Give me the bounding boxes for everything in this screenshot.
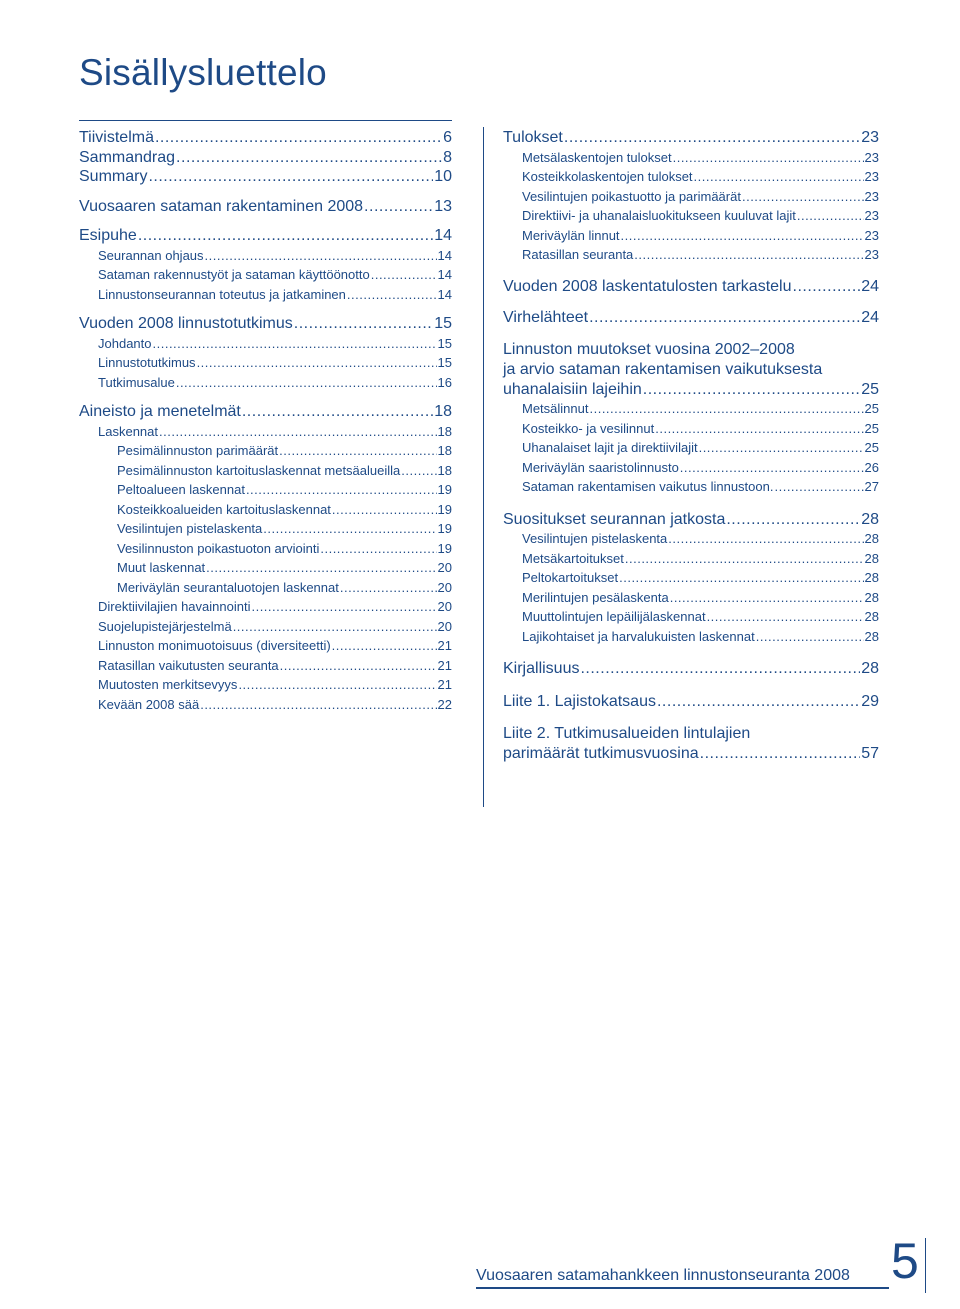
toc-entry-title: Meriväylän linnut	[522, 227, 620, 243]
toc-entry-title: Summary	[79, 168, 148, 185]
dot-leader	[242, 402, 433, 422]
toc-entry-title: Muutosten merkitsevyys	[98, 677, 238, 692]
toc-page-number: 25	[861, 380, 879, 398]
toc-entry-vuoden-2008-laskentatulosten-tarkastelu[interactable]	[503, 277, 879, 297]
toc-entry-title: Kevään 2008 sää	[98, 696, 200, 712]
toc-page-number: 28	[864, 570, 879, 585]
toc-page-number: 23	[864, 247, 879, 262]
toc-entry-liite-1-lajistokatsaus[interactable]	[503, 692, 879, 712]
toc-page-number: 15	[437, 335, 452, 351]
toc-entry-title: Merilintujen pesälaskenta	[522, 589, 669, 605]
dot-leader	[332, 636, 437, 656]
toc-entry-title: uhanalaisiin lajeihin	[503, 380, 642, 398]
toc-page-number: 19	[437, 540, 452, 556]
dot-leader	[246, 480, 437, 500]
dot-leader	[371, 265, 437, 285]
toc-page-number: 28	[864, 628, 879, 644]
toc-entry-title: Sataman rakennustyöt ja sataman käyttöönotto	[98, 267, 370, 282]
toc-entry-pesimalinnuston-kartoituslaskennat-metsa[interactable]	[79, 461, 452, 481]
toc-entry-suositukset-seurannan-jatkosta[interactable]	[503, 510, 879, 530]
toc-entry-johdanto[interactable]	[79, 334, 452, 354]
page-footer	[473, 1233, 923, 1290]
toc-right-column	[503, 128, 879, 764]
toc-entry-title: Peltoalueen laskennat	[117, 482, 245, 497]
toc-entry-title: Meriväylän seurantaluotojen laskennat	[117, 579, 339, 595]
dot-leader	[155, 128, 442, 148]
toc-entry-muut-laskennat[interactable]	[79, 558, 452, 578]
dot-leader	[793, 277, 861, 297]
toc-page-number: 19	[437, 501, 452, 517]
toc-page-number: 15	[434, 315, 452, 332]
toc-entry-title: Pesimälinnuston parimäärät	[117, 443, 279, 458]
toc-entry-title: Linnuston monimuotoisuus (diversiteetti)	[98, 638, 331, 653]
dot-leader	[332, 500, 437, 520]
toc-entry-merilintujen-pesalaskenta[interactable]	[503, 588, 879, 608]
page-number: 5	[891, 1233, 919, 1289]
toc-entry-peltoalueen-laskennat[interactable]	[79, 480, 452, 500]
toc-page-number: 14	[437, 247, 452, 263]
toc-entry-tutkimusalue[interactable]	[79, 373, 452, 393]
toc-page-number: 20	[437, 579, 452, 595]
dot-leader	[294, 314, 433, 334]
toc-entry-title: Laskennat	[98, 423, 158, 439]
toc-page-number: 28	[864, 550, 879, 566]
toc-entry-virhelahteet[interactable]	[503, 308, 879, 328]
dot-leader	[700, 744, 861, 764]
toc-page-number: 14	[437, 267, 452, 282]
dot-leader	[589, 399, 863, 419]
toc-entry-title: Metsälaskentojen tulokset	[522, 149, 672, 165]
dot-leader	[159, 422, 437, 442]
toc-page-number: 23	[864, 149, 879, 165]
dot-leader	[320, 539, 436, 559]
toc-section	[503, 724, 879, 764]
toc-entry-linnuston-monimuotoisuus-diversiteetti[interactable]	[79, 636, 452, 656]
toc-page-number: 13	[434, 197, 452, 215]
toc-section	[503, 340, 879, 497]
dot-leader	[673, 148, 864, 168]
toc-page-number: 25	[864, 420, 879, 436]
toc-entry-direktiivi-ja-uhanalaisluokitukseen-kuul[interactable]	[503, 206, 879, 226]
toc-entry-metsalaskentojen-tulokset[interactable]	[503, 148, 879, 168]
toc-entry-title: parimäärät tutkimusvuosina	[503, 745, 699, 762]
footer-underline	[476, 1287, 889, 1289]
toc-entry-kosteikko-ja-vesilinnut[interactable]	[503, 419, 879, 439]
toc-entry-title: Vesilintujen pistelaskenta	[522, 531, 668, 546]
toc-entry-vesilintujen-pistelaskenta[interactable]	[79, 519, 452, 539]
toc-entry-title: Tulokset	[503, 129, 563, 146]
toc-entry-title: Linnustonseurannan toteutus ja jatkaminen	[98, 286, 346, 302]
dot-leader	[756, 627, 864, 647]
dot-leader	[251, 597, 436, 617]
toc-entry-laskennat[interactable]	[79, 422, 452, 442]
toc-entry-tiivistelma[interactable]	[79, 128, 452, 148]
dot-leader	[668, 529, 863, 549]
toc-entry-linnustonseurannan-toteutus-ja-jatkamine[interactable]	[79, 285, 452, 305]
toc-page-number: 27	[864, 479, 879, 494]
toc-entry-kosteikkolaskentojen-tulokset[interactable]	[503, 167, 879, 187]
dot-leader	[580, 659, 860, 679]
dot-leader	[364, 197, 433, 217]
toc-entry-vesilinnuston-poikastuoton-arviointi[interactable]	[79, 539, 452, 559]
toc-entry-title: Seurannan ohjaus	[98, 247, 204, 263]
dot-leader	[148, 167, 433, 187]
dot-leader	[233, 617, 437, 637]
dot-leader	[774, 477, 863, 497]
toc-page-number: 8	[443, 148, 452, 166]
toc-page-number: 23	[864, 208, 879, 223]
toc-entry-title: Vesilintujen pistelaskenta	[117, 521, 263, 536]
toc-entry-title-line: ja arvio sataman rakentamisen vaikutuksesta	[503, 360, 823, 378]
toc-page-number: 23	[864, 169, 879, 184]
toc-entry-seurannan-ohjaus[interactable]	[79, 246, 452, 266]
footer-divider	[925, 1238, 926, 1293]
toc-page-number: 21	[437, 657, 452, 673]
toc-entry-title: Metsäkartoitukset	[522, 550, 624, 566]
toc-entry-vuoden-2008-linnustotutkimus[interactable]	[79, 314, 452, 334]
toc-entry-title: Esipuhe	[79, 227, 137, 244]
toc-entry-title: Kosteikko- ja vesilinnut	[522, 420, 655, 436]
toc-page-number: 29	[861, 692, 879, 710]
toc-page-number: 14	[437, 286, 452, 302]
dot-leader	[279, 441, 436, 461]
toc-section	[503, 692, 879, 712]
toc-entry-merivaylan-seurantaluotojen-laskennat[interactable]	[79, 578, 452, 598]
toc-page-number: 26	[864, 459, 879, 475]
toc-entry-title: Johdanto	[98, 335, 152, 351]
dot-leader	[655, 419, 863, 439]
toc-entry-title: Kirjallisuus	[503, 660, 580, 677]
dot-leader	[176, 148, 442, 168]
toc-section	[79, 197, 452, 217]
toc-entry-title: Metsälinnut	[522, 401, 589, 416]
dot-leader	[153, 334, 437, 354]
page-title: Sisällysluettelo	[79, 52, 327, 93]
dot-leader	[657, 692, 860, 712]
toc-entry-title: Aineisto ja menetelmät	[79, 403, 241, 420]
toc-page-number: 14	[434, 227, 452, 244]
toc-page-number: 18	[437, 423, 452, 439]
toc-entry-peltokartoitukset[interactable]	[503, 568, 879, 588]
dot-leader	[619, 568, 863, 588]
toc-entry-title: Meriväylän saaristolinnusto	[522, 459, 679, 475]
toc-entry-metsalinnut[interactable]	[503, 399, 879, 419]
toc-entry-title: Ratasillan vaikutusten seuranta	[98, 657, 279, 673]
toc-entry-merivaylan-linnut[interactable]	[503, 226, 879, 246]
toc-entry-parimaarat-tutkimusvuosina[interactable]	[503, 724, 879, 764]
toc-entry-title: Linnustotutkimus	[98, 355, 196, 370]
toc-entry-title: Sammandrag	[79, 148, 176, 166]
toc-entry-title: Liite 1. Lajistokatsaus	[503, 692, 656, 710]
toc-entry-title: Vuoden 2008 laskentatulosten tarkastelu	[503, 277, 792, 295]
toc-entry-kevaan-2008-saa[interactable]	[79, 695, 452, 715]
toc-entry-title: Suojelupistejärjestelmä	[98, 618, 232, 634]
toc-section	[79, 402, 452, 714]
dot-leader	[797, 206, 864, 226]
toc-entry-ratasillan-vaikutusten-seuranta[interactable]	[79, 656, 452, 676]
toc-section	[79, 314, 452, 392]
toc-entry-sataman-rakentamisen-vaikutus-linnustoon[interactable]	[503, 477, 879, 497]
dot-leader	[680, 458, 864, 478]
toc-page-number: 16	[437, 374, 452, 390]
dot-leader	[742, 187, 864, 207]
dot-leader	[263, 519, 436, 539]
toc-left-column	[79, 128, 452, 714]
toc-page-number: 10	[434, 168, 452, 185]
toc-section	[503, 277, 879, 297]
dot-leader	[564, 128, 860, 148]
toc-page-number: 6	[443, 129, 452, 146]
toc-page-number: 23	[861, 129, 879, 146]
toc-section	[503, 128, 879, 265]
dot-leader	[707, 607, 864, 627]
dot-leader	[205, 246, 437, 266]
toc-page-number: 19	[437, 521, 452, 536]
toc-entry-direktiivilajien-havainnointi[interactable]	[79, 597, 452, 617]
dot-leader	[200, 695, 436, 715]
toc-entry-summary[interactable]	[79, 167, 452, 187]
toc-entry-vesilintujen-poikastuotto-ja-parimaarat[interactable]	[503, 187, 879, 207]
toc-entry-esipuhe[interactable]	[79, 226, 452, 246]
toc-page-number: 21	[437, 677, 452, 692]
toc-page-number: 18	[434, 403, 452, 420]
dot-leader	[347, 285, 437, 305]
dot-leader	[138, 226, 433, 246]
toc-entry-aineisto-ja-menetelmat[interactable]	[79, 402, 452, 422]
toc-page-number: 25	[864, 401, 879, 416]
toc-page-number: 28	[861, 510, 879, 528]
toc-page-number: 24	[861, 309, 879, 326]
toc-page-number: 20	[437, 618, 452, 634]
toc-page-number: 23	[864, 227, 879, 243]
toc-page-number: 28	[861, 660, 879, 677]
toc-page-number: 28	[864, 609, 879, 624]
toc-entry-uhanalaiset-lajit-ja-direktiivilajit[interactable]	[503, 438, 879, 458]
toc-entry-title: Vesilintujen poikastuotto ja parimäärät	[522, 188, 741, 204]
toc-page-number: 25	[864, 440, 879, 455]
toc-entry-merivaylan-saaristolinnusto[interactable]	[503, 458, 879, 478]
toc-entry-title: Direktiivilajien havainnointi	[98, 599, 251, 614]
toc-page-number: 28	[864, 531, 879, 546]
toc-entry-muutosten-merkitsevyys[interactable]	[79, 675, 452, 695]
dot-leader	[726, 510, 860, 530]
toc-entry-title: Direktiivi- ja uhanalaisluokitukseen kuuluvat lajit	[522, 208, 796, 223]
dot-leader	[589, 308, 860, 328]
toc-entry-title: Tiivistelmä	[79, 129, 154, 146]
toc-entry-title: Suositukset seurannan jatkosta	[503, 510, 726, 528]
toc-page-number: 21	[437, 638, 452, 653]
toc-page-number: 20	[437, 560, 452, 575]
toc-entry-title: Uhanalaiset lajit ja direktiivilajit	[522, 440, 698, 455]
dot-leader	[197, 353, 437, 373]
dot-leader	[340, 578, 437, 598]
toc-section	[79, 226, 452, 304]
toc-section	[503, 308, 879, 328]
toc-entry-tulokset[interactable]	[503, 128, 879, 148]
dot-leader	[694, 167, 864, 187]
toc-entry-metsakartoitukset[interactable]	[503, 549, 879, 569]
toc-entry-title: Vesilinnuston poikastuoton arviointi	[117, 540, 320, 556]
toc-entry-title: Peltokartoitukset	[522, 570, 619, 585]
footer-title: Vuosaaren satamahankkeen linnustonseuranta 2008	[476, 1267, 850, 1284]
dot-leader	[634, 245, 863, 265]
toc-entry-title: Kosteikkolaskentojen tulokset	[522, 169, 693, 184]
toc-entry-title-line: Liite 2. Tutkimusalueiden lintulajien	[503, 725, 751, 742]
toc-entry-suojelupistejarjestelma[interactable]	[79, 617, 452, 637]
toc-page-number: 24	[861, 277, 879, 295]
toc-page-number: 57	[861, 745, 879, 762]
toc-section	[79, 128, 452, 187]
toc-page-number: 20	[437, 599, 452, 614]
toc-entry-title: Vuosaaren sataman rakentaminen 2008	[79, 197, 364, 215]
toc-entry-title: Pesimälinnuston kartoituslaskennat metsäalueilla	[117, 462, 401, 478]
toc-entry-title: Vuoden 2008 linnustotutkimus	[79, 315, 293, 332]
dot-leader	[280, 656, 437, 676]
dot-leader	[670, 588, 864, 608]
dot-leader	[621, 226, 864, 246]
toc-entry-kirjallisuus[interactable]	[503, 659, 879, 679]
dot-leader	[625, 549, 864, 569]
column-divider	[483, 127, 484, 807]
toc-page-number: 28	[864, 589, 879, 605]
dot-leader	[401, 461, 436, 481]
toc-entry-title: Sataman rakentamisen vaikutus linnustoon.	[522, 479, 774, 494]
toc-entry-sataman-rakennustyot-ja-sataman-kayttoon[interactable]	[79, 265, 452, 285]
toc-entry-title-line: Linnuston muutokset vuosina 2002–2008	[503, 340, 795, 358]
toc-page-number: 15	[437, 355, 452, 370]
toc-entry-title: Ratasillan seuranta	[522, 247, 634, 262]
dot-leader	[238, 675, 436, 695]
toc-entry-ratasillan-seuranta[interactable]	[503, 245, 879, 265]
toc-entry-sammandrag[interactable]	[79, 148, 452, 168]
dot-leader	[699, 438, 864, 458]
toc-page-number: 18	[437, 443, 452, 458]
toc-page-number: 22	[437, 696, 452, 712]
toc-page-number: 19	[437, 482, 452, 497]
toc-entry-title: Muut laskennat	[117, 560, 206, 575]
dot-leader	[176, 373, 437, 393]
toc-entry-vesilintujen-pistelaskenta[interactable]	[503, 529, 879, 549]
toc-entry-title: Muuttolintujen lepäilijälaskennat	[522, 609, 706, 624]
toc-entry-title: Lajikohtaiset ja harvalukuisten laskennat	[522, 628, 755, 644]
toc-entry-muuttolintujen-lepailijalaskennat[interactable]	[503, 607, 879, 627]
toc-entry-title: Kosteikkoalueiden kartoituslaskennat	[117, 501, 331, 517]
dot-leader	[206, 558, 436, 578]
toc-page-number: 18	[437, 462, 452, 478]
toc-entry-kosteikkoalueiden-kartoituslaskennat[interactable]	[79, 500, 452, 520]
toc-entry-title: Virhelähteet	[503, 309, 589, 326]
toc-entry-title: Tutkimusalue	[98, 374, 175, 390]
toc-section	[503, 659, 879, 679]
title-rule	[79, 120, 452, 121]
toc-page-number: 23	[864, 188, 879, 204]
toc-entry-lajikohtaiset-ja-harvalukuisten-laskenna[interactable]	[503, 627, 879, 647]
dot-leader	[643, 380, 860, 400]
toc-entry-uhanalaisiin-lajeihin[interactable]	[503, 340, 879, 400]
toc-entry-pesimalinnuston-parimaarat[interactable]	[79, 441, 452, 461]
toc-entry-linnustotutkimus[interactable]	[79, 353, 452, 373]
toc-entry-vuosaaren-sataman-rakentaminen-2008[interactable]	[79, 197, 452, 217]
toc-section	[503, 510, 879, 647]
